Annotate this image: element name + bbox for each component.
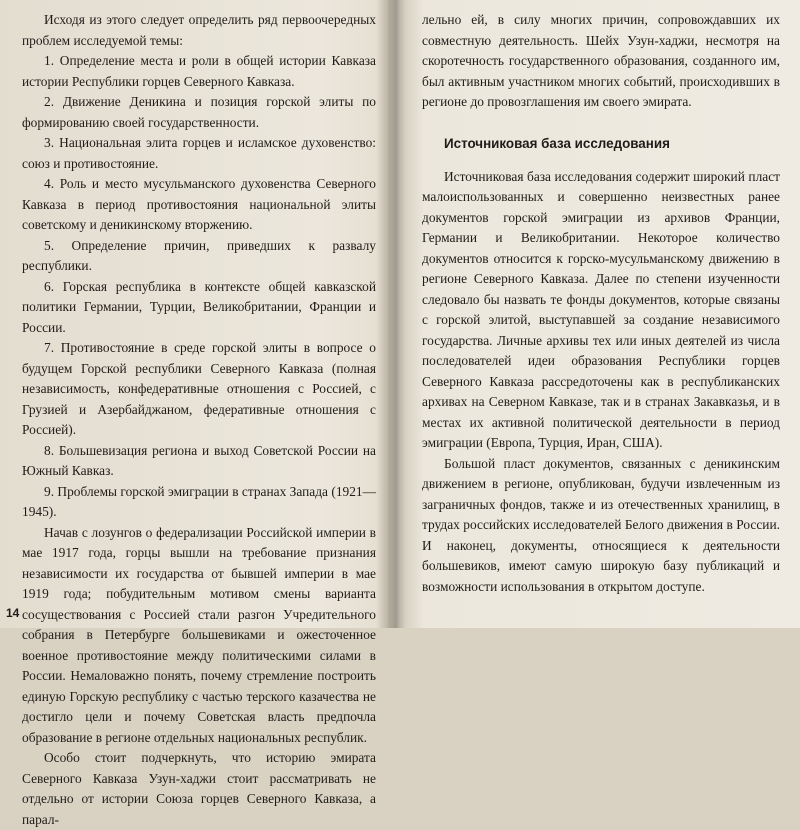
problem-item-4: 4. Роль и место мусульманского духовенства Северного Кавказа в период противостояния национальной элиты советскому и деникинскому вторжению. <box>22 176 376 232</box>
problem-item-8: 8. Большевизация региона и выход Советской России на Южный Кавказ. <box>22 442 376 478</box>
body-paragraph-emirate: Особо стоит подчеркнуть, что историю эмирата Северного Кавказа Узун-хаджи стоит рассматривать не отдельно от истории Союза горцев Северного Кавказа, а парал- <box>22 750 376 827</box>
problem-item-5: 5. Определение причин, приведших к развалу республики. <box>22 237 376 273</box>
left-page <box>0 0 392 827</box>
problem-item-2: 2. Движение Деникина и позиция горской элиты по формированию своей государственности. <box>22 94 376 130</box>
problem-item-1: 1. Определение места и роли в общей истории Кавказа истории Республики горцев Северного Кавказа. <box>22 53 376 89</box>
body-paragraph-federalization: Начав с лозунгов о федерализации Российской империи в мае 1917 года, горцы вышли на требование признания независимости их государства от бывшей империи в мае 1919 года; побудительным мотивом смены варианта сосуществования с Россией стали разгон Учредительного собрания в Петербурге большевиками и ожесточенное военное противостояние между политическими силами в России. Немаловажно понять, почему стремление построить единую Горскую республику с частью терского казачества не достигло цели и почему Советская власть предпочла образование в регионе отдельных национальных республик. <box>22 524 376 745</box>
problem-item-9: 9. Проблемы горской эмиграции в странах Запада (1921—1945). <box>22 483 376 519</box>
problem-item-6: 6. Горская республика в контексте общей кавказской политики Германии, Турции, Великобритании, Франции и России. <box>22 278 376 335</box>
continuation-paragraph: лельно ей, в силу многих причин, сопровождавших их совместную деятельность. Шейх Узун-хаджи, несмотря на скоротечность государственного образования, созданного им, был активным участником многих событий, происходивших в регионе до провозглашения им своего эмирата. <box>422 12 780 109</box>
body-paragraph-sources: Источниковая база исследования содержит широкий пласт малоиспользованных и совершенно неизвестных ранее документов горской эмиграции из архивов Франции, Германии и Великобритании. Некоторое количество документов относится к горско-мусульманскому движению в регионе Северного Кавказа. Далее по степени изученности следовало бы назвать те фонды документов, которые связаны с горской элитой, выступавшей за создание независимого государства. Личные архивы тех или иных деятелей из числа последователей идеи образования Республики горцев Северного Кавказа рассредоточены как в республиканских архивах на Северном Кавказе, так и в странах Закавказья, и в местах их активной политической деятельности в период эмиграции (Европа, Турция, Иран, США). <box>422 168 780 450</box>
body-paragraph-denikin-documents: Большой пласт документов, связанных с деникинским движением в регионе, опубликован, будучи извлеченным из заграничных фондов, также и из отечественных хранилищ, в трудах российских исследователей Белого движения в России. И наконец, документы, относящиеся к деятельности большевиков, имеют самую широкую базу публикаций и возможности использования в открытом доступе. <box>422 455 780 594</box>
section-heading: Источниковая база исследования <box>444 135 670 151</box>
intro-paragraph: Исходя из этого следует определить ряд первоочередных проблем исследуемой темы: <box>22 12 376 48</box>
problem-item-7: 7. Противостояние в среде горской элиты в вопросе о будущем Горской республики Северного Кавказа (полная независимость, конфедеративные отношения с Россией, с Грузией и Азербайджаном, федеративные отношения с Россией). <box>22 340 376 437</box>
page-number: 14 <box>6 606 20 620</box>
right-page <box>404 0 800 628</box>
problem-item-3: 3. Национальная элита горцев и исламское духовенство: союз и противостояние. <box>22 135 376 171</box>
